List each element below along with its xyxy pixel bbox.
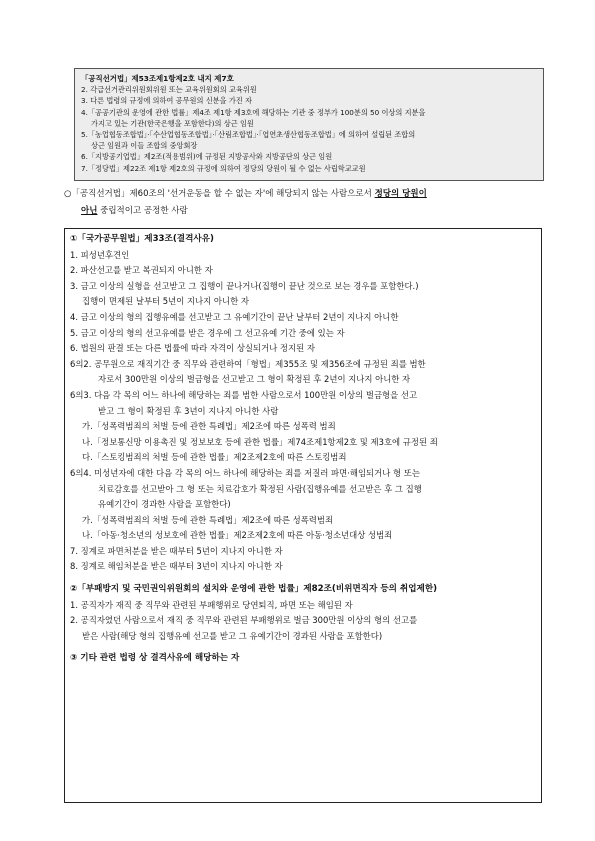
list-item: 2. 파산선고를 받고 복권되지 아니한 자: [70, 265, 213, 276]
excerpt-line: 3. 다른 법령의 규정에 의하여 공무원의 신분을 가진 자: [81, 96, 252, 106]
list-item: 6. 법원의 판결 또는 다른 법률에 따라 자격이 상실되거나 정지된 자: [70, 343, 315, 354]
section-heading: ③ 기타 관련 법령 상 결격사유에 해당하는 자: [70, 653, 240, 664]
list-item: 다.「스토킹범죄의 처벌 등에 관한 법률」제2조제2호에 따른 스토킹범죄: [82, 452, 347, 463]
list-item: 받은 사람(해당 형의 집행유예 선고를 받고 그 유예기간이 경과된 사람을 포함한다): [82, 630, 383, 641]
list-item: 4. 금고 이상의 형의 집행유예를 선고받고 그 유예기간이 끝난 날부터 2년이 지나지 아니한: [70, 311, 399, 322]
list-item: 2. 공직자였던 사람으로서 재직 중 직무와 관련된 부패행위로 벌금 300만원 이상의 형의 선고를: [70, 615, 418, 626]
list-item: 나.「정보통신망 이용촉진 및 정보보호 등에 관한 법률」제74조제1항제2호 및 제3호에 규정된 죄: [82, 436, 438, 447]
list-item: 6의2. 공무원으로 재직기간 중 직무와 관련하여「형법」제355조 및 제356조에 규정된 죄를 범한: [70, 358, 426, 369]
list-item: 나.「아동·청소년의 성보호에 관한 법률」제2조제2호에 따른 아동·청소년대상 성범죄: [82, 530, 393, 541]
section-heading: ②「부패방지 및 국민권익위원회의 설치와 운영에 관한 법률」제82조(비위면직자 등의 취업제한): [70, 584, 438, 595]
list-item: 자로서 300만원 이상의 벌금형을 선고받고 그 형이 확정된 후 2년이 지나지 아니한 자: [98, 374, 411, 385]
excerpt-title: 「공직선거법」제53조제1항제2호 내지 제7호: [81, 74, 234, 83]
list-item: 유예기간이 경과한 사람을 포함한다): [98, 499, 231, 510]
note-underline-text: 아닌: [81, 206, 98, 216]
excerpt-line: 4.「공공기관의 운영에 관한 법률」제4조 제1항 제3호에 해당하는 기관 중 정부가 100분의 50 이상의 지분을: [81, 107, 426, 117]
eligibility-note: [64, 186, 544, 220]
disqualification-box: [64, 228, 542, 803]
list-item: 1. 공직자가 재직 중 직무와 관련된 부패행위로 당연퇴직, 파면 또는 해임된 자: [70, 599, 353, 610]
list-item: 6의3. 다음 각 목의 어느 하나에 해당하는 죄를 범한 사람으로서 100만원 이상의 벌금형을 선고: [70, 389, 418, 400]
list-item: 집행이 면제된 날부터 5년이 지나지 아니한 자: [82, 296, 249, 307]
excerpt-line: 5.「농업협동조합법」·「수산업협동조합법」·「산림조합법」·「엽연초생산협동조합법」에 의하여 설립된 조합의: [81, 130, 416, 140]
excerpt-line: 7.「정당법」제22조 제1항 제2호의 규정에 의하여 정당의 당원이 될 수 없는 사립학교교원: [81, 163, 366, 173]
list-item: 치료감호를 선고받아 그 형 또는 치료감호가 확정된 사람(집행유예를 선고받은 후 그 집행: [98, 483, 422, 494]
excerpt-line: 가지고 있는 기관(한국은행을 포함한다)의 상근 임원: [91, 118, 254, 128]
list-item: 6의4. 미성년자에 대한 다음 각 목의 어느 하나에 해당하는 죄를 저질러 파면·해임되거나 형 또는: [70, 467, 420, 478]
list-item: 가.「성폭력범죄의 처벌 등에 관한 특례법」제2조에 따른 성폭력 범죄: [82, 421, 336, 432]
note-text: ○「공직선거법」제60조의 '선거운동을 할 수 없는 자'에 해당되지 않는 사람으로서: [64, 189, 375, 199]
list-item: 1. 피성년후견인: [70, 249, 130, 260]
list-item: 3. 금고 이상의 실형을 선고받고 그 집행이 끝나거나(집행이 끝난 것으로 보는 경우를 포함한다.): [70, 280, 419, 291]
list-item: 가.「성폭력범죄의 처벌 등에 관한 특례법」제2조에 따른 성폭력범죄: [82, 514, 334, 525]
excerpt-line: 상근 임원과 이들 조합의 중앙회장: [91, 141, 198, 151]
note-underline-text: 정당의 당원이: [374, 189, 427, 199]
list-item: 8. 징계로 해임처분을 받은 때부터 3년이 지나지 아니한 자: [70, 561, 283, 572]
election-law-excerpt-box: [74, 68, 544, 181]
list-item: 5. 금고 이상의 형의 선고유예를 받은 경우에 그 선고유예 기간 중에 있는 자: [70, 327, 345, 338]
excerpt-line: 6.「지방공기업법」제2조(적용범위)에 규정된 지방공사와 지방공단의 상근 임원: [81, 152, 333, 162]
section-heading: ①「국가공무원법」제33조(결격사유): [70, 234, 214, 244]
list-item: 7. 징계로 파면처분을 받은 때부터 5년이 지나지 아니한 자: [70, 545, 283, 556]
note-text: 중립적이고 공정한 사람: [97, 206, 188, 216]
list-item: 받고 그 형이 확정된 후 3년이 지나지 아니한 사람: [98, 405, 279, 416]
excerpt-line: 2. 각급선거관리위원회위원 또는 교육위원회의 교육위원: [81, 85, 257, 95]
